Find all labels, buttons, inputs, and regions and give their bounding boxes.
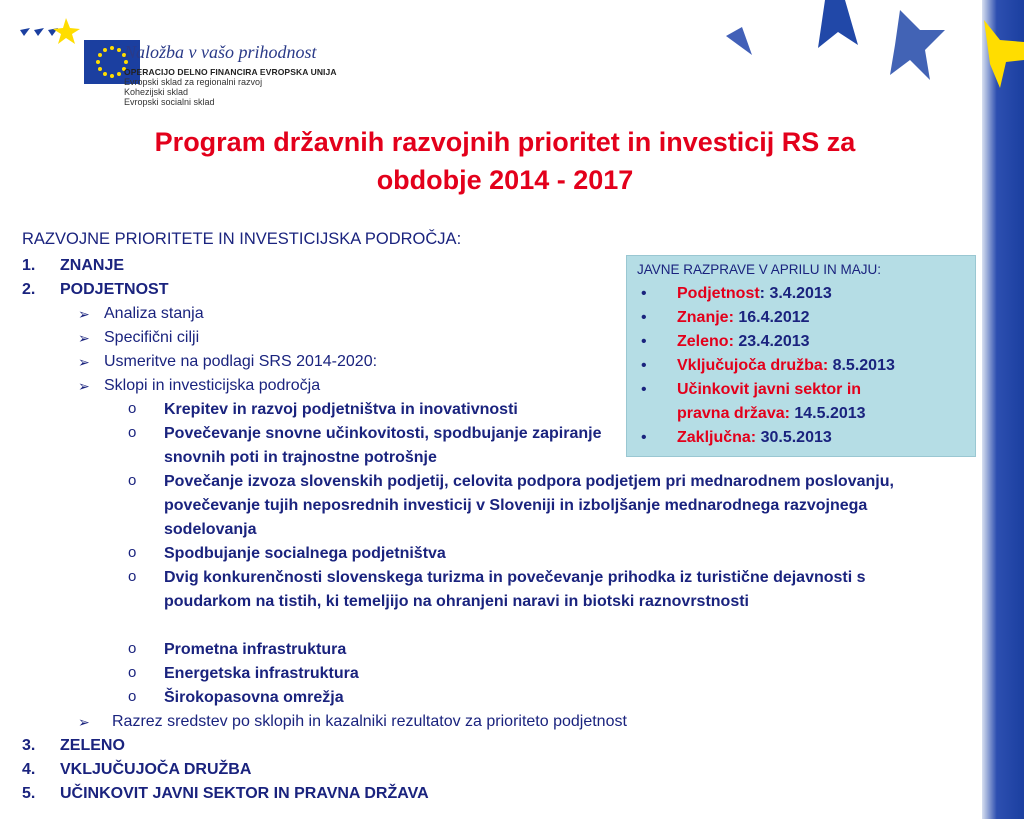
section-heading: RAZVOJNE PRIORITETE IN INVESTICIJSKA PODROČJA:	[22, 230, 462, 248]
debate-date: 3.4.2013	[765, 285, 832, 302]
bullet-icon: •	[641, 309, 647, 326]
debate-label: Zaključna:	[677, 429, 757, 446]
title-line: obdobje 2014 - 2017	[376, 165, 634, 195]
arrow-bullet-icon: ➢	[78, 354, 90, 370]
debate-label: Podjetnost	[677, 285, 760, 302]
logo-lines	[124, 67, 337, 107]
circle-bullet-icon: o	[128, 544, 137, 561]
sklop-item: Spodbujanje socialnega podjetništva	[164, 545, 446, 562]
public-debates-box	[626, 255, 976, 457]
sub-item-label: Sklopi in investicijska področja	[104, 377, 321, 394]
logo-line: Evropski sklad za regionalni razvoj	[124, 77, 263, 87]
priority-number: 3.	[22, 737, 36, 754]
sklop-item: Širokopasovna omrežja	[164, 689, 344, 706]
priority-label: UČINKOVIT JAVNI SEKTOR IN PRAVNA DRŽAVA	[60, 785, 429, 802]
sklop-item: Energetska infrastruktura	[164, 665, 359, 682]
bullet-icon: •	[641, 333, 647, 350]
arrow-bullet-icon: ➢	[78, 330, 90, 346]
title-line: Program državnih razvojnih prioritet in investicij RS za	[154, 127, 856, 157]
sklop-item: Povečanje izvoza slovenskih podjetij, celovita podpora podjetjem pri mednarodnem poslovanju, povečevanje tujih neposrednih investicij v Sloveniji in izboljšanje mednarodnega razvojnega sodelovanja	[164, 473, 894, 538]
box-heading: JAVNE RAZPRAVE V APRILU IN MAJU:	[637, 262, 882, 277]
page-title	[40, 123, 970, 199]
logo-title: Naložba v vašo prihodnost	[124, 42, 317, 62]
circle-bullet-icon: o	[128, 424, 137, 441]
circle-bullet-icon: o	[128, 472, 137, 489]
debate-date: 23.4.2013	[733, 333, 810, 350]
sub-item-label: Usmeritve na podlagi SRS 2014-2020:	[104, 353, 378, 370]
debate-label: Zeleno:	[677, 333, 734, 350]
sklop-item: Dvig konkurenčnosti slovenskega turizma in povečevanje prihodka iz turistične dejavnosti s poudarkom na tistih, ki temeljijo na ohranjeni naravi in biotski raznovrstnosti	[164, 569, 866, 610]
circle-bullet-icon: o	[128, 688, 137, 705]
sklop-item: Povečevanje snovne učinkovitosti, spodbujanje zapiranje snovnih poti in trajnostne potrošnje	[164, 425, 602, 466]
priority-number: 2.	[22, 281, 36, 298]
debate-date: 8.5.2013	[828, 357, 895, 374]
debate-date: 14.5.2013	[789, 405, 866, 422]
arrow-bullet-icon: ➢	[78, 378, 90, 394]
sklop-item: Krepitev in razvoj podjetništva in inovativnosti	[164, 401, 518, 418]
debate-label: Učinkovit javni sektor in pravna država:	[677, 381, 862, 422]
priority-label: ZNANJE	[60, 257, 125, 274]
sub-item-label: Razrez sredstev po sklopih in kazalniki rezultatov za prioriteto podjetnost	[112, 713, 627, 730]
logo-line: Kohezijski sklad	[124, 87, 189, 97]
sklop-item: Prometna infrastruktura	[164, 641, 347, 658]
circle-bullet-icon: o	[128, 640, 137, 657]
circle-bullet-icon: o	[128, 568, 137, 585]
star-icon	[726, 27, 752, 55]
debate-separator: :	[759, 285, 765, 302]
debate-date: 16.4.2012	[733, 309, 810, 326]
star-icon	[890, 10, 945, 80]
priority-number: 4.	[22, 761, 36, 778]
priority-number: 5.	[22, 785, 36, 802]
logo-line: Evropski socialni sklad	[124, 97, 215, 107]
logo-line: OPERACIJO DELNO FINANCIRA EVROPSKA UNIJA	[124, 67, 337, 77]
sub-item-label: Analiza stanja	[104, 305, 204, 322]
priority-number: 1.	[22, 257, 36, 274]
star-icon	[818, 0, 858, 48]
debate-label: Znanje:	[677, 309, 734, 326]
priority-label: PODJETNOST	[60, 281, 169, 298]
priority-label: ZELENO	[60, 737, 125, 754]
bullet-icon: •	[641, 429, 647, 446]
blue-edge-bar	[982, 0, 1024, 819]
priority-label: VKLJUČUJOČA DRUŽBA	[60, 761, 252, 778]
arrow-bullet-icon: ➢	[78, 714, 90, 730]
debate-date: 30.5.2013	[756, 429, 832, 446]
debate-label: Vključujoča družba:	[677, 357, 829, 374]
arrow-bullet-icon: ➢	[78, 306, 90, 322]
circle-bullet-icon: o	[128, 664, 137, 681]
bullet-icon: •	[641, 381, 647, 398]
bullet-icon: •	[641, 357, 647, 374]
circle-bullet-icon: o	[128, 400, 137, 417]
sub-item-label: Specifični cilji	[104, 329, 200, 346]
bullet-icon: •	[641, 285, 647, 302]
